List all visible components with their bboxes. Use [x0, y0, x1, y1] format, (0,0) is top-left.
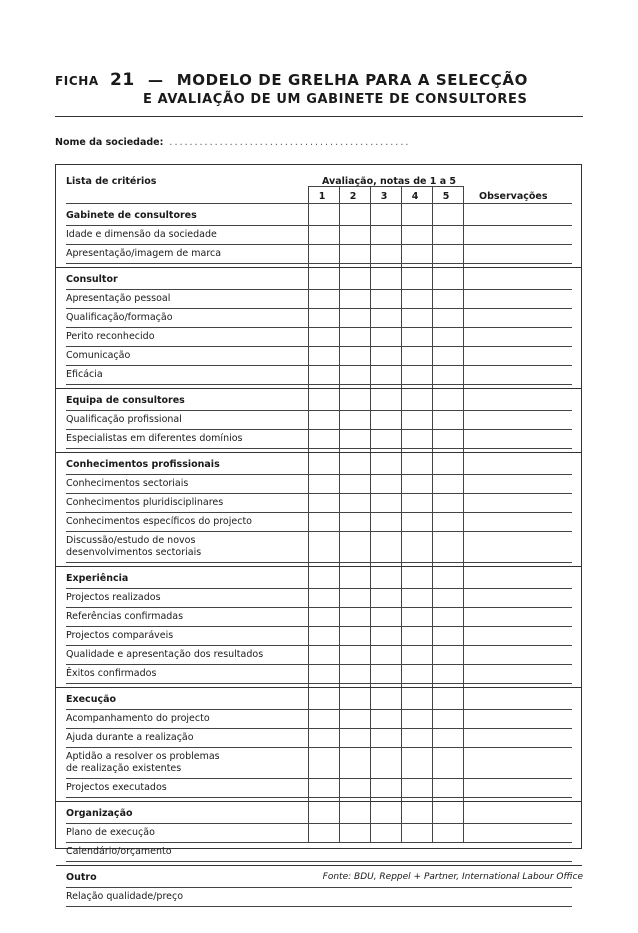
header-bottom-rule: [66, 203, 572, 204]
row-rule: [66, 626, 572, 627]
title-rule: [55, 116, 583, 117]
criterion-label: Qualidade e apresentação dos resultados: [66, 649, 264, 660]
grid-column-line-5: [432, 186, 433, 842]
company-name-label: Nome da sociedade:: [55, 137, 164, 148]
group-title: Execução: [66, 694, 117, 705]
row-rule: [66, 493, 572, 494]
group-separator: [56, 865, 582, 866]
grid-column-line-1: [308, 186, 309, 842]
group-separator: [56, 687, 582, 688]
row-rule: [66, 308, 572, 309]
rating-1: 1: [318, 191, 326, 202]
row-rule: [66, 474, 572, 475]
row-rule: [66, 664, 572, 665]
row-rule: [66, 225, 572, 226]
row-rule: [66, 906, 572, 907]
criterion-label: Aptidão a resolver os problemas de realização existentes: [66, 751, 220, 774]
row-rule: [66, 823, 572, 824]
row-rule: [66, 887, 572, 888]
title-dash: —: [147, 71, 164, 89]
row-rule: [66, 861, 572, 862]
criterion-label: Referências confirmadas: [66, 611, 184, 622]
rating-5: 5: [442, 191, 450, 202]
criterion-label: Projectos comparáveis: [66, 630, 174, 641]
criterion-label: Calendário/orçamento: [66, 846, 172, 857]
group-separator: [56, 566, 582, 567]
group-separator: [56, 452, 582, 453]
group-separator: [56, 801, 582, 802]
criterion-label: Relação qualidade/preço: [66, 891, 184, 902]
row-rule: [66, 429, 572, 430]
row-rule: [66, 531, 572, 532]
grid-column-line-6: [463, 186, 464, 842]
group-title: Consultor: [66, 274, 118, 285]
observations-header: Observações: [479, 191, 548, 202]
row-rule: [66, 588, 572, 589]
row-rule: [66, 683, 572, 684]
row-rule: [66, 778, 572, 779]
title-line-2: E AVALIAÇÃO DE UM GABINETE DE CONSULTORES: [143, 92, 528, 107]
rating-4: 4: [411, 191, 419, 202]
criterion-label: Especialistas em diferentes domínios: [66, 433, 243, 444]
group-title: Outro: [66, 872, 97, 883]
row-rule: [66, 263, 572, 264]
row-rule: [66, 709, 572, 710]
criterion-label: Acompanhamento do projecto: [66, 713, 210, 724]
row-rule: [66, 365, 572, 366]
rating-header: Avaliação, notas de 1 a 5: [322, 176, 457, 187]
group-title: Equipa de consultores: [66, 395, 185, 406]
criterion-label: Conhecimentos específicos do projecto: [66, 516, 252, 527]
grid-column-line-2: [339, 186, 340, 842]
criterion-label: Discussão/estudo de novos desenvolvimentos sectoriais: [66, 535, 202, 558]
criteria-header: Lista de critérios: [66, 176, 157, 187]
criterion-label: Eficácia: [66, 369, 103, 380]
row-rule: [66, 346, 572, 347]
criterion-label: Conhecimentos pluridisciplinares: [66, 497, 224, 508]
criterion-label: Perito reconhecido: [66, 331, 155, 342]
row-rule: [66, 562, 572, 563]
group-separator: [56, 388, 582, 389]
rating-3: 3: [380, 191, 388, 202]
criterion-label: Qualificação profissional: [66, 414, 182, 425]
row-rule: [66, 244, 572, 245]
criterion-label: Apresentação/imagem de marca: [66, 248, 222, 259]
row-rule: [66, 747, 572, 748]
row-rule: [66, 327, 572, 328]
row-rule: [66, 645, 572, 646]
criterion-label: Ajuda durante a realização: [66, 732, 194, 743]
company-name-dots: ................................................: [169, 137, 411, 148]
criterion-label: Plano de execução: [66, 827, 155, 838]
rating-header-rule: [308, 186, 463, 187]
criterion-label: Conhecimentos sectoriais: [66, 478, 189, 489]
row-rule: [66, 728, 572, 729]
criterion-label: Projectos executados: [66, 782, 167, 793]
row-rule: [66, 797, 572, 798]
criterion-label: Comunicação: [66, 350, 131, 361]
criterion-label: Êxitos confirmados: [66, 668, 157, 679]
grid-column-line-3: [370, 186, 371, 842]
row-rule: [66, 289, 572, 290]
row-rule: [66, 607, 572, 608]
group-separator: [56, 267, 582, 268]
row-rule: [66, 512, 572, 513]
title-line-1: MODELO DE GRELHA PARA A SELECÇÃO: [176, 71, 528, 89]
row-rule: [66, 410, 572, 411]
rating-2: 2: [349, 191, 357, 202]
source-note: Fonte: BDU, Reppel + Partner, International Labour Office: [322, 872, 583, 882]
group-title: Gabinete de consultores: [66, 210, 197, 221]
group-title: Organização: [66, 808, 133, 819]
criterion-label: Idade e dimensão da sociedade: [66, 229, 217, 240]
row-rule: [66, 384, 572, 385]
grid-column-line-4: [401, 186, 402, 842]
criterion-label: Qualificação/formação: [66, 312, 173, 323]
row-rule: [66, 842, 572, 843]
group-title: Experiência: [66, 573, 129, 584]
company-name-field: [55, 137, 410, 148]
row-rule: [66, 448, 572, 449]
ficha-number: 21: [109, 70, 135, 90]
criterion-label: Apresentação pessoal: [66, 293, 171, 304]
group-title: Conhecimentos profissionais: [66, 459, 220, 470]
criterion-label: Projectos realizados: [66, 592, 161, 603]
document-title: [55, 70, 595, 107]
ficha-label: FICHA: [55, 74, 99, 88]
